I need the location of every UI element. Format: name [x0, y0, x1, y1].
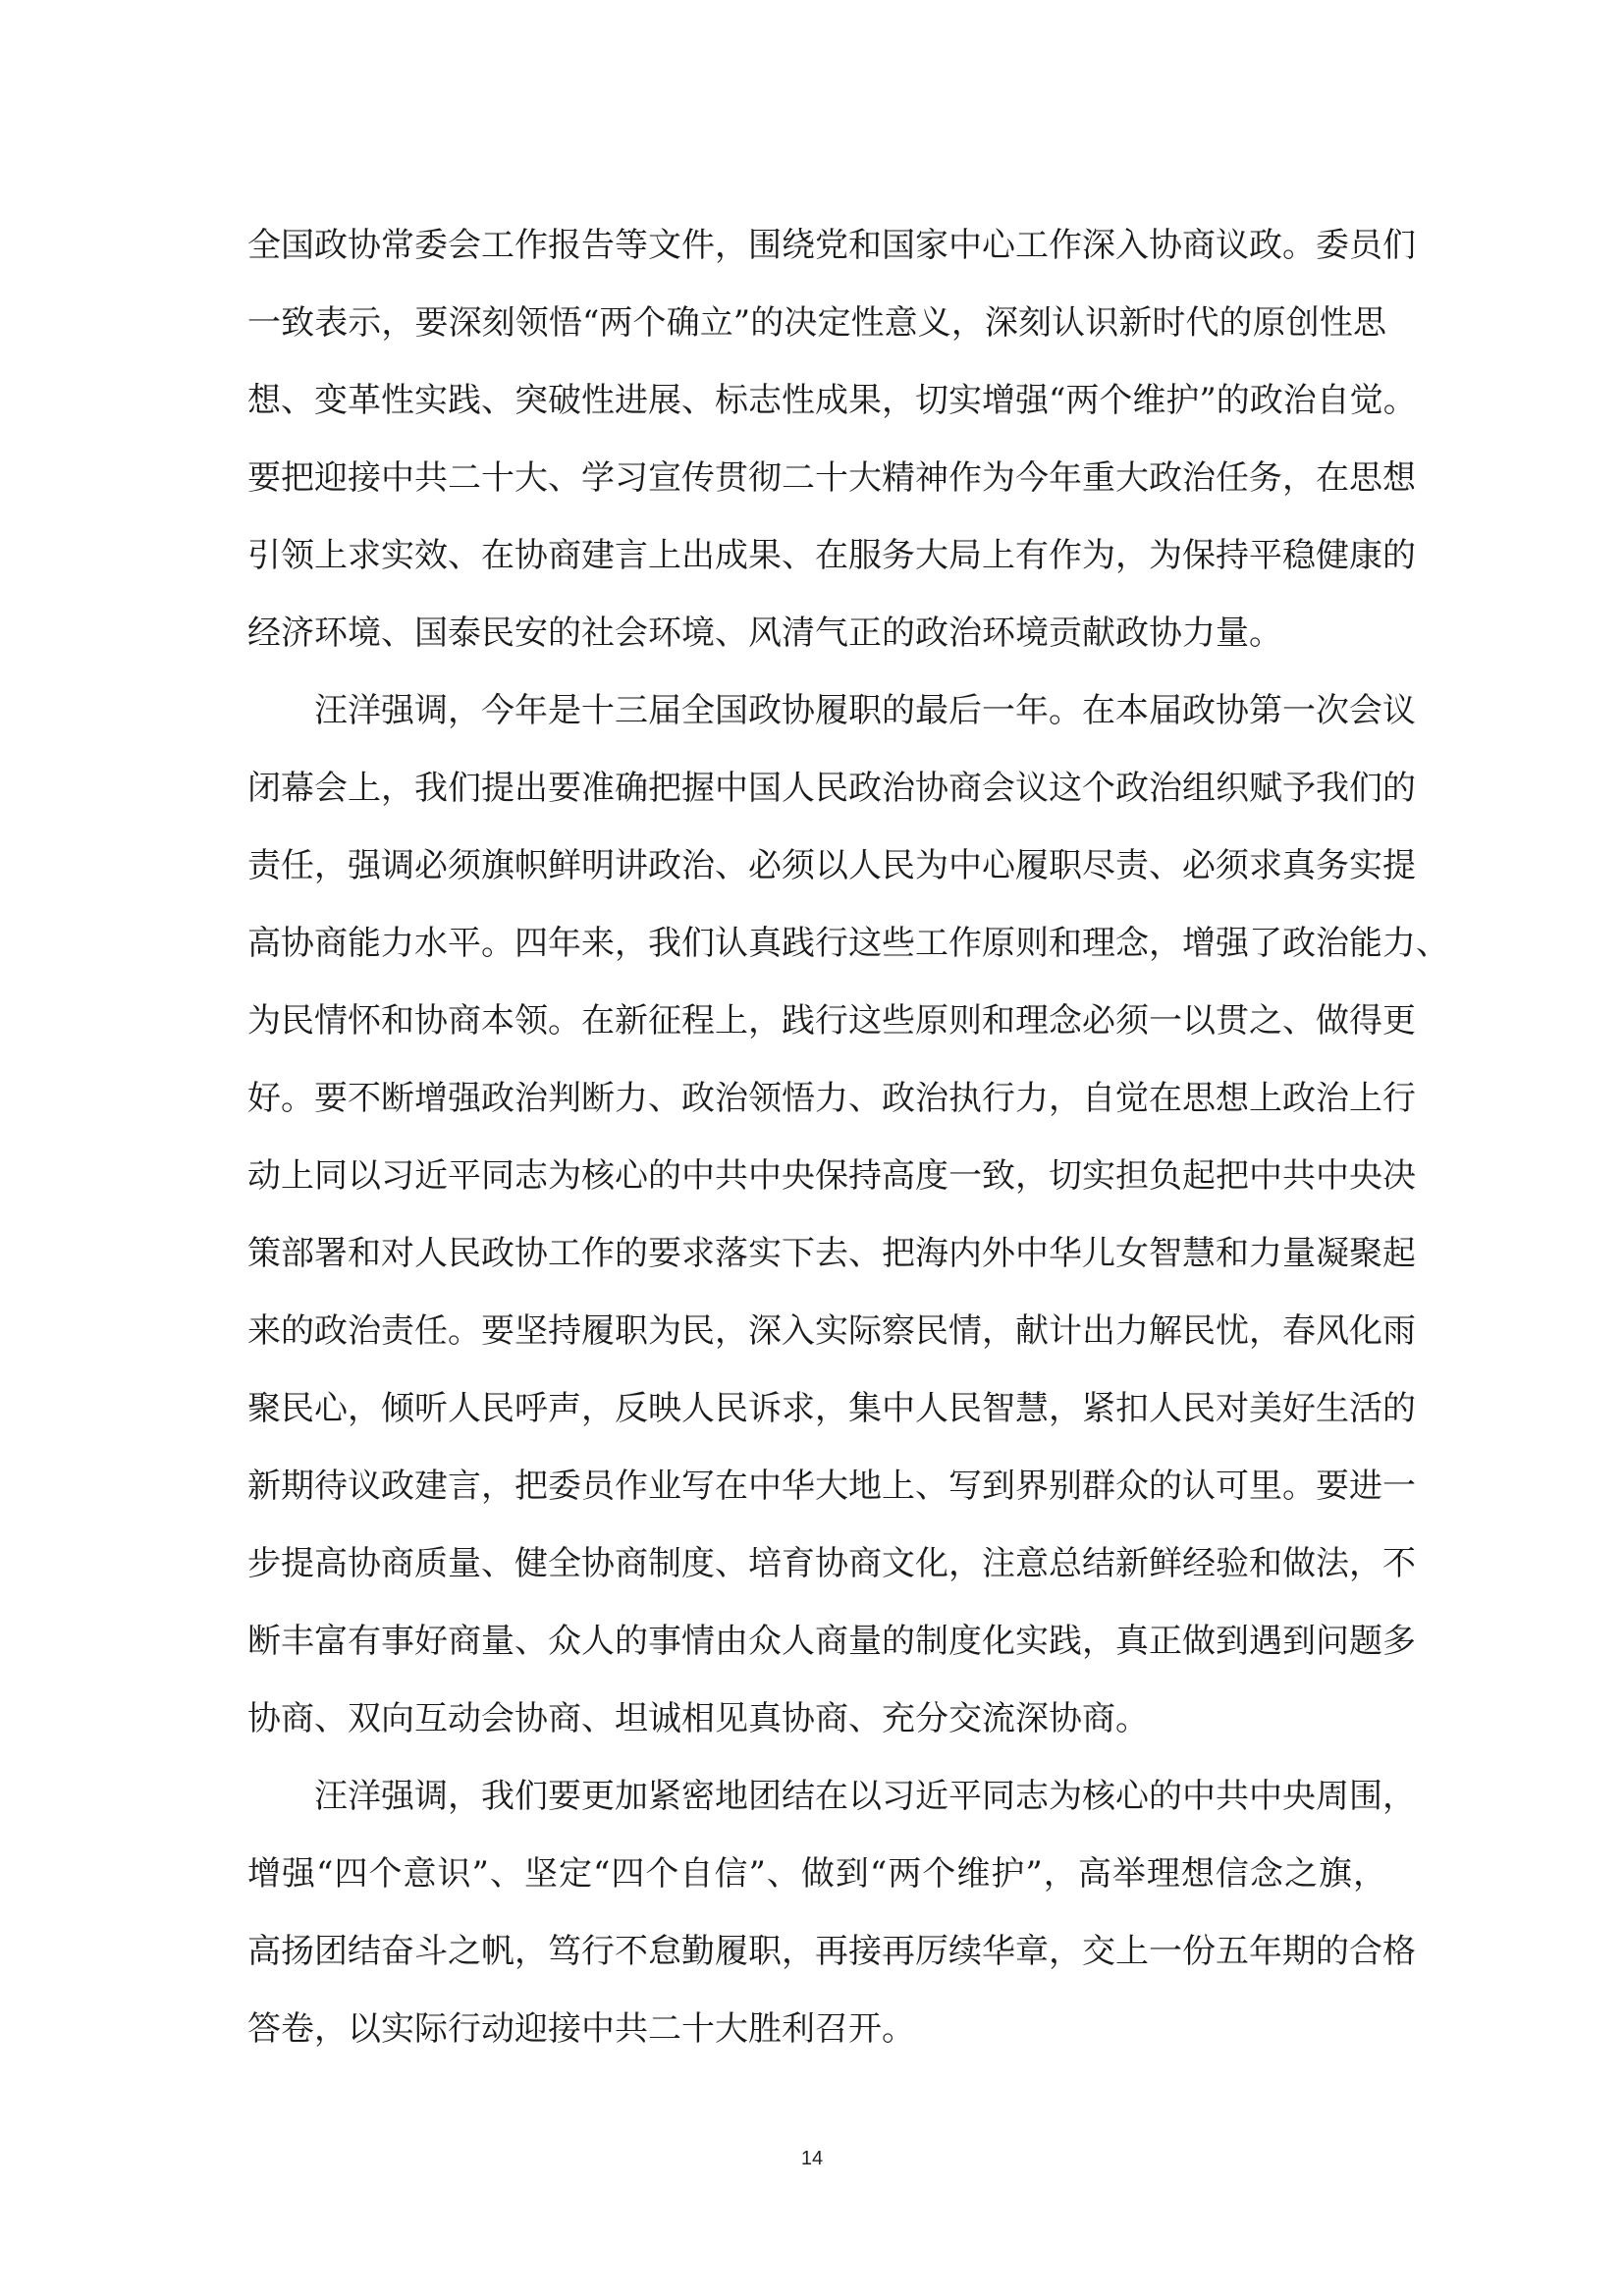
text-line-16: 聚民心，倾听人民呼声，反映人民诉求，集中人民智慧，紧扣人民对美好生活的	[247, 1389, 1416, 1428]
text-line-17: 新期待议政建言，把委员作业写在中华大地上、写到界别群众的认可里。要进一	[247, 1467, 1416, 1506]
text-line-9: 责任，强调必须旗帜鲜明讲政治、必须以人民为中心履职尽责、必须求真务实提	[247, 846, 1416, 885]
text-line-1: 全国政协常委会工作报告等文件，围绕党和国家中心工作深入协商议政。委员们	[247, 226, 1416, 265]
text-line-12: 好。要不断增强政治判断力、政治领悟力、政治执行力，自觉在思想上政治上行	[247, 1079, 1416, 1118]
text-line-8: 闭幕会上，我们提出要准确把握中国人民政治协商会议这个政治组织赋予我们的	[247, 769, 1416, 808]
text-line-21: 汪洋强调，我们要更加紧密地团结在以习近平同志为核心的中共中央周围，	[247, 1777, 1416, 1816]
page-number: 14	[800, 2148, 824, 2169]
text-line-14: 策部署和对人民政协工作的要求落实下去、把海内外中华儿女智慧和力量凝聚起	[247, 1234, 1416, 1273]
text-line-11: 为民情怀和协商本领。在新征程上，践行这些原则和理念必须一以贯之、做得更	[247, 1001, 1416, 1041]
text-line-23: 高扬团结奋斗之帆，笃行不怠勤履职，再接再厉续华章，交上一份五年期的合格	[247, 1932, 1416, 1971]
text-line-24: 答卷，以实际行动迎接中共二十大胜利召开。	[247, 2009, 915, 2049]
text-line-18: 步提高协商质量、健全协商制度、培育协商文化，注意总结新鲜经验和做法，不	[247, 1544, 1416, 1583]
text-line-7: 汪洋强调，今年是十三届全国政协履职的最后一年。在本届政协第一次会议	[247, 691, 1416, 730]
text-line-22: 增强“四个意识”、坚定“四个自信”、做到“两个维护”，高举理想信念之旗，	[247, 1854, 1386, 1894]
text-line-4: 要把迎接中共二十大、学习宣传贯彻二十大精神作为今年重大政治任务，在思想	[247, 458, 1416, 498]
text-line-5: 引领上求实效、在协商建言上出成果、在服务大局上有作为，为保持平稳健康的	[247, 536, 1416, 575]
text-line-15: 来的政治责任。要坚持履职为民，深入实际察民情，献计出力解民忧，春风化雨	[247, 1311, 1416, 1351]
text-line-10: 高协商能力水平。四年来，我们认真践行这些工作原则和理念，增强了政治能力、	[247, 924, 1449, 963]
text-line-6: 经济环境、国泰民安的社会环境、风清气正的政治环境贡献政协力量。	[247, 614, 1282, 653]
text-line-2: 一致表示，要深刻领悟“两个确立”的决定性意义，深刻认识新时代的原创性思	[247, 303, 1386, 343]
text-line-13: 动上同以习近平同志为核心的中共中央保持高度一致，切实担负起把中共中央决	[247, 1156, 1416, 1196]
text-line-20: 协商、双向互动会协商、坦诚相见真协商、充分交流深协商。	[247, 1699, 1149, 1738]
text-line-19: 断丰富有事好商量、众人的事情由众人商量的制度化实践，真正做到遇到问题多	[247, 1622, 1416, 1661]
text-line-3: 想、变革性实践、突破性进展、标志性成果，切实增强“两个维护”的政治自觉。	[247, 381, 1417, 420]
